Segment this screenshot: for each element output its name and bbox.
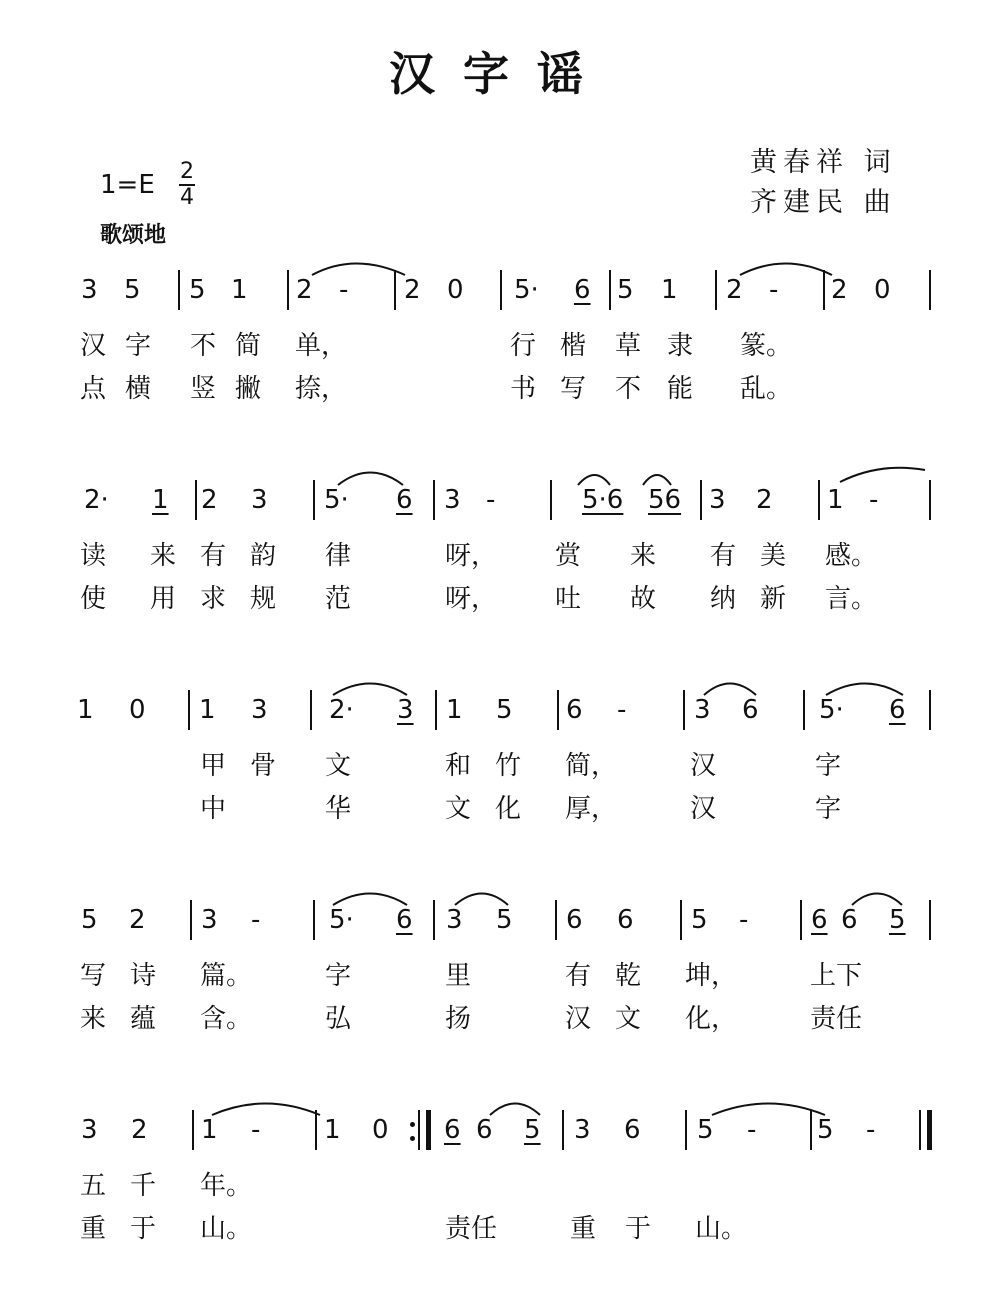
lyric-verse2: 山。 xyxy=(695,1214,748,1244)
lyric-verse2: 厚， xyxy=(565,794,618,824)
lyric-verse1: 楷 xyxy=(560,331,587,361)
note: - xyxy=(869,485,879,515)
note: 2 xyxy=(404,275,421,305)
lyric-verse1: 字 xyxy=(325,961,352,991)
lyric-verse1: 写 xyxy=(80,961,107,991)
lyric-verse2: 点 xyxy=(80,374,107,404)
lyric-verse2: 汉 xyxy=(690,794,717,824)
lyric-verse1: 坤， xyxy=(685,961,738,991)
note: 1 xyxy=(446,695,463,725)
lyric-verse2: 能 xyxy=(667,374,694,404)
lyric-verse1: 有 xyxy=(710,541,737,571)
note: 6 xyxy=(889,695,906,725)
lyric-verse2: 扬 xyxy=(445,1004,472,1034)
lyric-verse2: 华 xyxy=(325,794,352,824)
note: 2 xyxy=(296,275,313,305)
lyric-verse1: 年。 xyxy=(200,1171,253,1201)
note: 1 xyxy=(324,1115,341,1145)
lyric-verse1: 赏 xyxy=(555,541,582,571)
note: 6 xyxy=(841,905,858,935)
lyric-verse2: 捺， xyxy=(295,374,348,404)
lyric-verse2: 呀， xyxy=(445,584,498,614)
lyric-verse1: 篆。 xyxy=(740,331,793,361)
note: 6 xyxy=(742,695,759,725)
lyric-verse1: 单， xyxy=(295,331,348,361)
lyric-verse1: 诗 xyxy=(130,961,157,991)
slur xyxy=(490,1104,540,1116)
note: 0 xyxy=(129,695,146,725)
note: 1 xyxy=(827,485,844,515)
slur xyxy=(826,684,903,696)
note: 1 xyxy=(231,275,248,305)
note: 5 xyxy=(817,1115,834,1145)
note: 6 xyxy=(444,1115,461,1145)
lyric-verse1: 呀， xyxy=(445,541,498,571)
note: 1 xyxy=(77,695,94,725)
note: 5 xyxy=(697,1115,714,1145)
note: - xyxy=(339,275,349,305)
note: - xyxy=(866,1115,876,1145)
lyric-verse1: 感。 xyxy=(825,541,878,571)
lyric-verse1: 有 xyxy=(200,541,227,571)
lyric-verse2: 使 xyxy=(80,584,107,614)
lyric-verse2: 于 xyxy=(130,1214,157,1244)
slur xyxy=(643,475,671,485)
note: 5· xyxy=(324,485,349,515)
note: 5 xyxy=(496,905,513,935)
lyric-verse2: 言。 xyxy=(825,584,878,614)
lyric-verse1: 篇。 xyxy=(200,961,253,991)
note: 3 xyxy=(574,1115,591,1145)
note: 0 xyxy=(372,1115,389,1145)
lyric-verse1: 五 xyxy=(80,1171,107,1201)
lyric-verse2: 重 xyxy=(80,1214,107,1244)
note: 2 xyxy=(129,905,146,935)
lyric-verse1: 读 xyxy=(80,541,107,571)
note: 6 xyxy=(624,1115,641,1145)
note: 5· xyxy=(514,275,539,305)
lyric-verse1: 字 xyxy=(815,751,842,781)
lyric-verse2: 新 xyxy=(760,584,787,614)
note: 3 xyxy=(446,905,463,935)
note: 3 xyxy=(251,695,268,725)
slur xyxy=(578,475,610,485)
lyric-verse2: 弘 xyxy=(325,1004,352,1034)
key-signature: 1=E xyxy=(100,170,155,200)
lyric-verse1: 甲 xyxy=(200,751,227,781)
note: 3 xyxy=(81,275,98,305)
note: 5 xyxy=(617,275,634,305)
lyric-verse2: 重 xyxy=(570,1214,597,1244)
lyric-verse2: 横 xyxy=(125,374,152,404)
note: 5 xyxy=(81,905,98,935)
lyric-verse1: 来 xyxy=(150,541,177,571)
note: 0 xyxy=(447,275,464,305)
note: 0 xyxy=(874,275,891,305)
lyric-verse1: 骨 xyxy=(250,751,277,781)
lyric-verse1: 字 xyxy=(125,331,152,361)
lyric-verse2: 字 xyxy=(815,794,842,824)
note: 2· xyxy=(329,695,354,725)
slur xyxy=(338,473,403,486)
lyric-verse2: 范 xyxy=(325,584,352,614)
lyric-verse2: 化 xyxy=(495,794,522,824)
note: 1 xyxy=(201,1115,218,1145)
slur xyxy=(704,684,756,696)
note: 6 xyxy=(617,905,634,935)
note: 2 xyxy=(726,275,743,305)
lyric-verse2: 吐 xyxy=(555,584,582,614)
lyric-verse1: 千 xyxy=(130,1171,157,1201)
note: 5 xyxy=(889,905,906,935)
note: - xyxy=(486,485,496,515)
lyric-verse2: 含。 xyxy=(200,1004,253,1034)
note: - xyxy=(617,695,627,725)
lyric-verse1: 草 xyxy=(615,331,642,361)
lyric-verse2: 蕴 xyxy=(130,1004,157,1034)
note: 6 xyxy=(476,1115,493,1145)
note: - xyxy=(747,1115,757,1145)
note: 3 xyxy=(81,1115,98,1145)
slur xyxy=(852,894,902,906)
lyric-verse2: 责任 xyxy=(810,1004,863,1034)
lyric-verse1: 来 xyxy=(630,541,657,571)
slur xyxy=(312,264,405,276)
note: 3 xyxy=(397,695,414,725)
note: 2 xyxy=(756,485,773,515)
lyric-verse1: 简 xyxy=(235,331,262,361)
lyricist-credit: 黄春祥 词 xyxy=(750,147,897,178)
lyric-verse2: 撇 xyxy=(235,374,262,404)
note: 5 xyxy=(189,275,206,305)
slur xyxy=(740,264,832,276)
note: 5·6 xyxy=(582,485,624,515)
slur xyxy=(333,684,407,696)
note: 3 xyxy=(251,485,268,515)
lyric-verse1: 汉 xyxy=(690,751,717,781)
lyric-verse1: 上下 xyxy=(810,961,863,991)
note: 6 xyxy=(566,905,583,935)
slur xyxy=(712,1104,825,1116)
note: 6 xyxy=(811,905,828,935)
lyric-verse2: 不 xyxy=(615,374,642,404)
note: 3 xyxy=(444,485,461,515)
lyric-verse1: 韵 xyxy=(250,541,277,571)
lyric-verse1: 竹 xyxy=(495,751,522,781)
note: - xyxy=(739,905,749,935)
lyric-verse1: 律 xyxy=(325,541,352,571)
note: 5· xyxy=(329,905,354,935)
note: 5 xyxy=(496,695,513,725)
lyric-verse1: 行 xyxy=(510,331,537,361)
lyric-verse1: 里 xyxy=(445,961,472,991)
note: 6 xyxy=(574,275,591,305)
slur xyxy=(212,1104,320,1116)
lyric-verse2: 纳 xyxy=(710,584,737,614)
note: 3 xyxy=(201,905,218,935)
note: 5· xyxy=(819,695,844,725)
note: 2 xyxy=(201,485,218,515)
lyric-verse1: 乾 xyxy=(615,961,642,991)
composer-credit: 齐建民 曲 xyxy=(750,187,897,218)
slur xyxy=(333,894,407,906)
lyric-verse2: 汉 xyxy=(565,1004,592,1034)
note: 3 xyxy=(694,695,711,725)
lyric-verse2: 山。 xyxy=(200,1214,253,1244)
note: - xyxy=(251,1115,261,1145)
time-signature-bottom: 4 xyxy=(180,185,194,210)
note: 2 xyxy=(131,1115,148,1145)
note: 6 xyxy=(396,905,413,935)
lyric-verse2: 责任 xyxy=(445,1214,498,1244)
note: 6 xyxy=(396,485,413,515)
lyric-verse1: 有 xyxy=(565,961,592,991)
note: 2· xyxy=(84,485,109,515)
note: - xyxy=(769,275,779,305)
song-title: 汉字谣 xyxy=(389,47,611,101)
lyric-verse1: 不 xyxy=(190,331,217,361)
lyric-verse2: 求 xyxy=(200,584,227,614)
note: 5 xyxy=(691,905,708,935)
note: 1 xyxy=(152,485,169,515)
lyric-verse2: 竖 xyxy=(190,374,217,404)
lyric-verse1: 隶 xyxy=(667,331,694,361)
lyric-verse2: 文 xyxy=(615,1004,642,1034)
note: 1 xyxy=(661,275,678,305)
note: 5 xyxy=(124,275,141,305)
note: 5 xyxy=(524,1115,541,1145)
lyric-verse2: 书 xyxy=(510,374,537,404)
lyric-verse1: 文 xyxy=(325,751,352,781)
lyric-verse2: 化， xyxy=(685,1004,738,1034)
slur xyxy=(840,468,925,482)
time-signature-top: 2 xyxy=(180,159,194,184)
lyric-verse2: 乱。 xyxy=(740,374,793,404)
lyric-verse1: 美 xyxy=(760,541,787,571)
slur xyxy=(455,894,508,906)
note: 56 xyxy=(648,485,682,515)
lyric-verse1: 和 xyxy=(445,751,472,781)
lyric-verse2: 故 xyxy=(630,584,657,614)
lyric-verse1: 简， xyxy=(565,751,618,781)
note: 6 xyxy=(566,695,583,725)
note: 1 xyxy=(199,695,216,725)
lyric-verse2: 中 xyxy=(200,794,227,824)
tempo-marking: 歌颂地 xyxy=(100,223,167,248)
lyric-verse1: 汉 xyxy=(80,331,107,361)
note: 2 xyxy=(831,275,848,305)
note: 3 xyxy=(709,485,726,515)
lyric-verse2: 用 xyxy=(150,584,177,614)
lyric-verse2: 文 xyxy=(445,794,472,824)
lyric-verse2: 于 xyxy=(625,1214,652,1244)
lyric-verse2: 来 xyxy=(80,1004,107,1034)
note: - xyxy=(251,905,261,935)
lyric-verse2: 规 xyxy=(250,584,277,614)
lyric-verse2: 写 xyxy=(560,374,587,404)
